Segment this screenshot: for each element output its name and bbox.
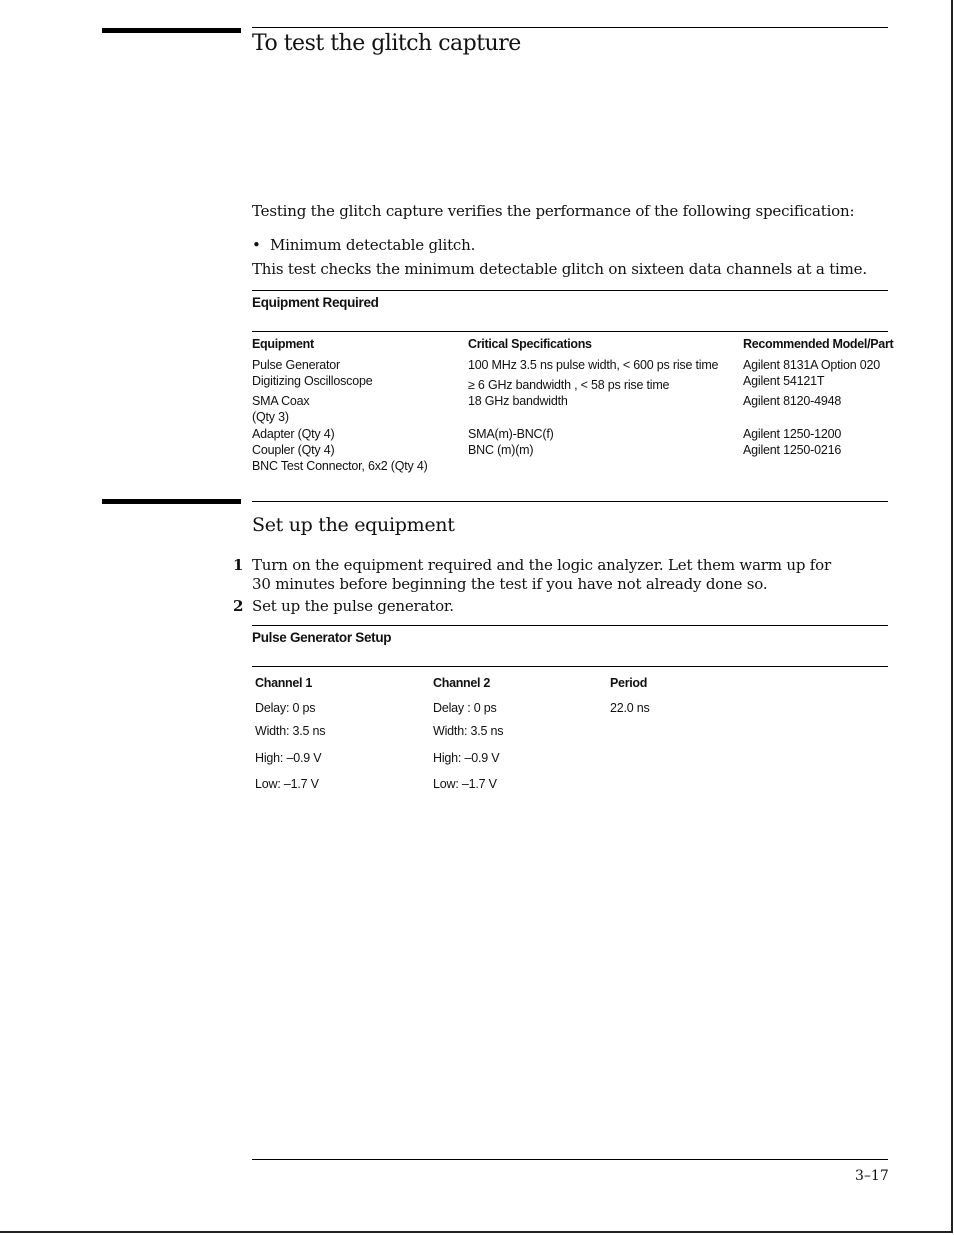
table-cell: (Qty 3) [252,410,289,424]
check-text: This test checks the minimum detectable glitch on sixteen data channels at a time. [252,260,867,278]
channel2-width: Width: 3.5 ns [433,724,504,738]
setup-heading: Set up the equipment [252,514,455,536]
table-cell: Agilent 1250-1200 [743,427,842,441]
table-cell: BNC (m)(m) [468,443,534,457]
table-cell: Pulse Generator [252,358,341,372]
pulse-rule-header [252,666,888,667]
section-bar [102,499,241,504]
table-cell: BNC Test Connector, 6x2 (Qty 4) [252,459,428,473]
channel1-header: Channel 1 [255,676,313,690]
equipment-col-header: Equipment [252,337,314,351]
step-number: 2 [233,597,244,615]
channel2-high: High: –0.9 V [433,751,500,765]
step-text: 30 minutes before beginning the test if you have not already done so. [252,575,768,593]
table-cell: Adapter (Qty 4) [252,427,335,441]
channel1-width: Width: 3.5 ns [255,724,326,738]
bullet-mark: • [252,236,261,254]
page-title: To test the glitch capture [252,31,521,56]
table-cell: SMA(m)-BNC(f) [468,427,554,441]
section-rule [252,501,888,502]
footer-rule [252,1159,888,1160]
equipment-rule-header [252,331,888,332]
pulse-heading: Pulse Generator Setup [252,630,392,645]
pulse-rule-top [252,625,888,626]
channel2-header: Channel 2 [433,676,491,690]
bullet-text: Minimum detectable glitch. [270,236,476,254]
step-text: Set up the pulse generator. [252,597,454,615]
channel2-delay: Delay : 0 ps [433,701,497,715]
step-text: Turn on the equipment required and the logic analyzer. Let them warm up for [252,556,831,574]
intro-text: Testing the glitch capture verifies the performance of the following specification: [252,202,855,220]
equipment-rule-top [252,290,888,291]
channel1-low: Low: –1.7 V [255,777,319,791]
equipment-heading: Equipment Required [252,295,379,310]
table-cell: Digitizing Oscilloscope [252,374,373,388]
table-cell: Agilent 1250-0216 [743,443,842,457]
period-value: 22.0 ns [610,701,650,715]
table-cell: Agilent 54121T [743,374,825,388]
channel2-low: Low: –1.7 V [433,777,497,791]
step-number: 1 [233,556,244,574]
section-bar [102,28,241,33]
channel1-high: High: –0.9 V [255,751,322,765]
period-header: Period [610,676,648,690]
table-cell: Agilent 8120-4948 [743,394,842,408]
table-cell: 18 GHz bandwidth [468,394,568,408]
page-border-right [951,0,953,1233]
page-border-bottom [0,1231,953,1233]
page-number: 3–17 [855,1168,889,1184]
specs-col-header: Critical Specifications [468,337,592,351]
table-cell: 100 MHz 3.5 ns pulse width, < 600 ps rise time [468,358,719,372]
section-rule [252,27,888,28]
table-cell: Agilent 8131A Option 020 [743,358,880,372]
table-cell: ≥ 6 GHz bandwidth , < 58 ps rise time [468,378,670,392]
channel1-delay: Delay: 0 ps [255,701,316,715]
model-col-header: Recommended Model/Part [743,337,894,351]
table-cell: SMA Coax [252,394,310,408]
table-cell: Coupler (Qty 4) [252,443,335,457]
